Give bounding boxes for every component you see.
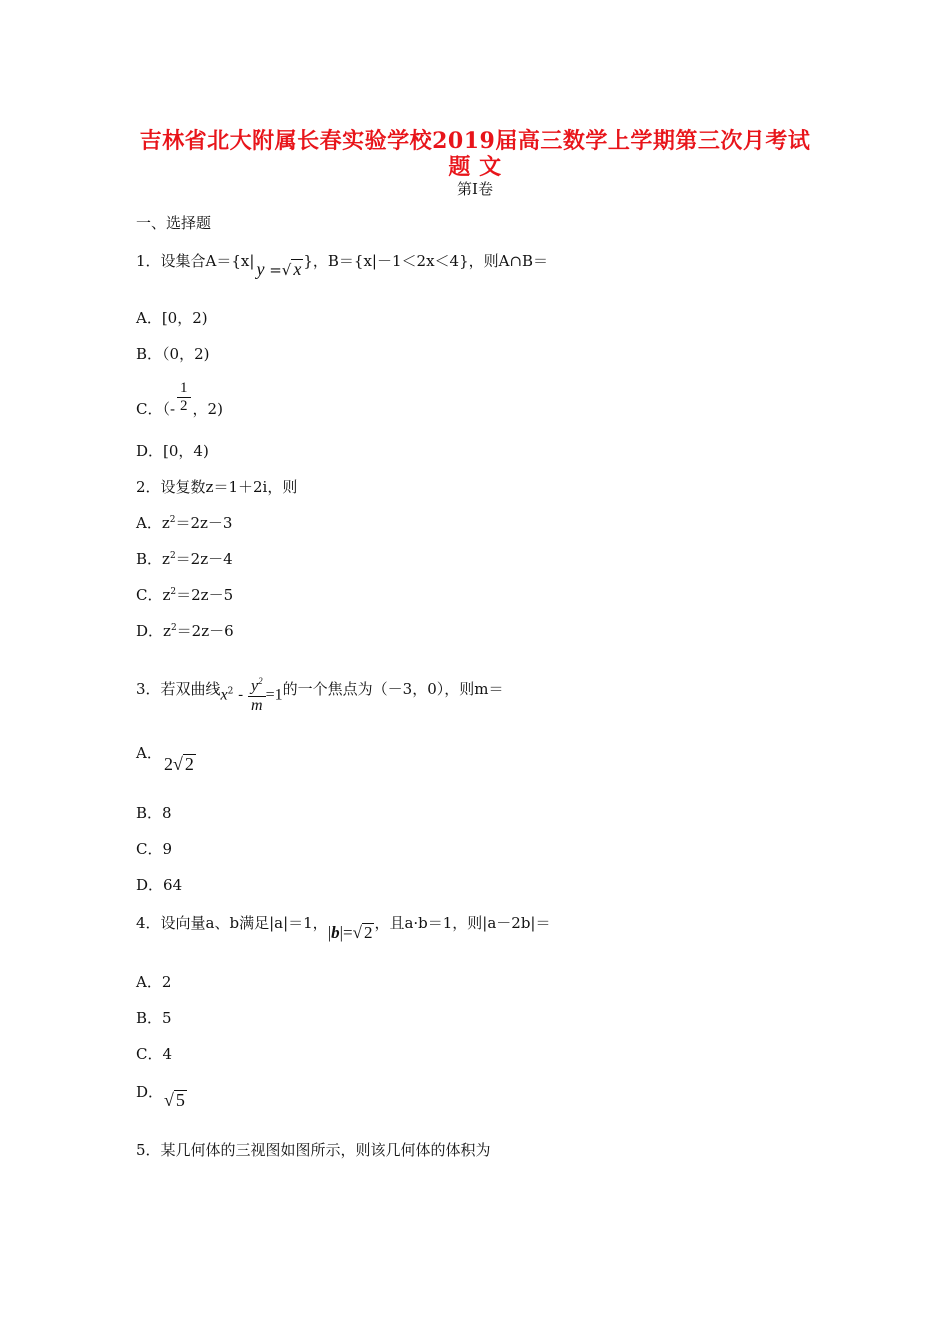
q2-option-b-post: ＝2z－4 bbox=[175, 550, 233, 568]
q3-suffix: 的一个焦点为（－3，0），则m＝ bbox=[282, 679, 504, 698]
q4-sqrt-rad: 2 bbox=[363, 923, 373, 942]
q1-suffix: }，B＝{x|－1＜2x＜4}，则A∩B＝ bbox=[303, 252, 549, 270]
question-4 bbox=[136, 912, 551, 942]
q3-option-a bbox=[136, 742, 162, 763]
q1-eq: = bbox=[269, 261, 282, 279]
q3-option-a-value bbox=[164, 754, 196, 775]
q1-option-d: D．[0，4) bbox=[136, 442, 209, 460]
q2-option-b-exp: 2 bbox=[169, 551, 176, 561]
q3-prefix: 3．若双曲线 bbox=[136, 679, 221, 698]
q2-option-a-pre: A．z bbox=[136, 514, 170, 532]
q1-prefix: 1．设集合A＝{x| bbox=[136, 252, 255, 270]
q3-option-a-coef: 2 bbox=[164, 754, 173, 774]
q3-frac-num-exp: 2 bbox=[258, 676, 263, 686]
q4-option-c: C．4 bbox=[136, 1045, 173, 1063]
q3-option-b: B．8 bbox=[136, 804, 172, 822]
document-title-line2: 题 文 bbox=[448, 154, 502, 180]
q3-option-a-label: A． bbox=[136, 744, 162, 762]
q4-prefix: 4．设向量a、b满足|a|＝1， bbox=[136, 914, 328, 932]
q3-x-exp: 2 bbox=[227, 686, 234, 697]
q2-option-d-pre: D．z bbox=[136, 622, 171, 640]
q2-option-c bbox=[136, 584, 233, 605]
q2-option-c-pre: C．z bbox=[136, 586, 171, 604]
question-1 bbox=[136, 250, 549, 279]
q1-option-c-den: 2 bbox=[180, 398, 188, 415]
q3-fraction bbox=[248, 676, 266, 715]
q2-option-a-exp: 2 bbox=[169, 515, 176, 525]
q2-option-d-post: ＝2z－6 bbox=[176, 622, 234, 640]
q1-option-b: B．（0，2) bbox=[136, 345, 210, 363]
q1-option-c-num: 1 bbox=[177, 380, 191, 398]
q1-sqrt-x: x bbox=[293, 259, 302, 279]
q4-b: b bbox=[331, 923, 340, 942]
q2-option-d bbox=[136, 620, 234, 641]
q2-option-d-exp: 2 bbox=[170, 623, 177, 633]
q4-sqrt: √ 2 bbox=[352, 923, 373, 942]
q4-suffix: ，且a·b＝1，则|a－2b|＝ bbox=[374, 914, 551, 932]
q1-set-condition bbox=[256, 259, 303, 280]
q4-option-d-sqrt: √ 5 bbox=[164, 1090, 185, 1110]
q3-option-a-rad: 2 bbox=[184, 754, 194, 774]
q1-y: y bbox=[256, 259, 265, 279]
question-3 bbox=[136, 666, 504, 714]
q1-option-c-suffix: ，2) bbox=[192, 399, 223, 418]
q4-b-magnitude bbox=[328, 923, 375, 943]
q3-x: x bbox=[220, 686, 228, 704]
question-5: 5．某几何体的三视图如图所示，则该几何体的体积为 bbox=[136, 1141, 491, 1159]
q3-minus: - bbox=[238, 685, 244, 704]
q1-option-a: A．[0，2) bbox=[136, 309, 208, 327]
q1-option-c-prefix: C．（- bbox=[136, 399, 176, 418]
q1-option-c-fraction bbox=[177, 380, 191, 416]
q3-option-a-sqrt: √ 2 bbox=[173, 754, 194, 774]
q2-option-b bbox=[136, 548, 233, 569]
q4-option-b: B．5 bbox=[136, 1009, 172, 1027]
q4-option-d-rad: 5 bbox=[175, 1090, 185, 1110]
q1-option-c bbox=[136, 380, 223, 416]
document-title-line1: 吉林省北大附属长春实验学校2019届高三数学上学期第三次月考试 bbox=[139, 128, 811, 154]
q3-eq: =1 bbox=[265, 686, 283, 704]
q4-b-abs-right: |= bbox=[339, 923, 353, 942]
q2-option-b-pre: B．z bbox=[136, 550, 170, 568]
q2-option-c-post: ＝2z－5 bbox=[176, 586, 234, 604]
q3-equation bbox=[221, 676, 283, 715]
q3-frac-den: m bbox=[251, 696, 263, 714]
q4-option-d-value bbox=[164, 1090, 187, 1111]
q2-option-c-exp: 2 bbox=[170, 587, 177, 597]
q3-frac-num bbox=[248, 676, 266, 697]
q4-option-d bbox=[136, 1081, 163, 1102]
q3-option-c: C．9 bbox=[136, 840, 173, 858]
q2-option-a bbox=[136, 512, 232, 533]
q2-option-a-post: ＝2z－3 bbox=[175, 514, 233, 532]
q3-option-d: D．64 bbox=[136, 876, 183, 894]
q3-frac-num-y: y bbox=[251, 677, 259, 695]
volume-label: 第Ⅰ卷 bbox=[457, 180, 493, 198]
q4-option-a: A．2 bbox=[136, 973, 172, 991]
q4-b-abs-left: | bbox=[327, 923, 332, 942]
section-heading: 一、选择题 bbox=[136, 214, 212, 232]
q1-sqrt: √ x bbox=[281, 259, 302, 279]
q4-option-d-label: D． bbox=[136, 1083, 164, 1101]
question-2: 2．设复数z＝1＋2i，则 bbox=[136, 478, 298, 496]
